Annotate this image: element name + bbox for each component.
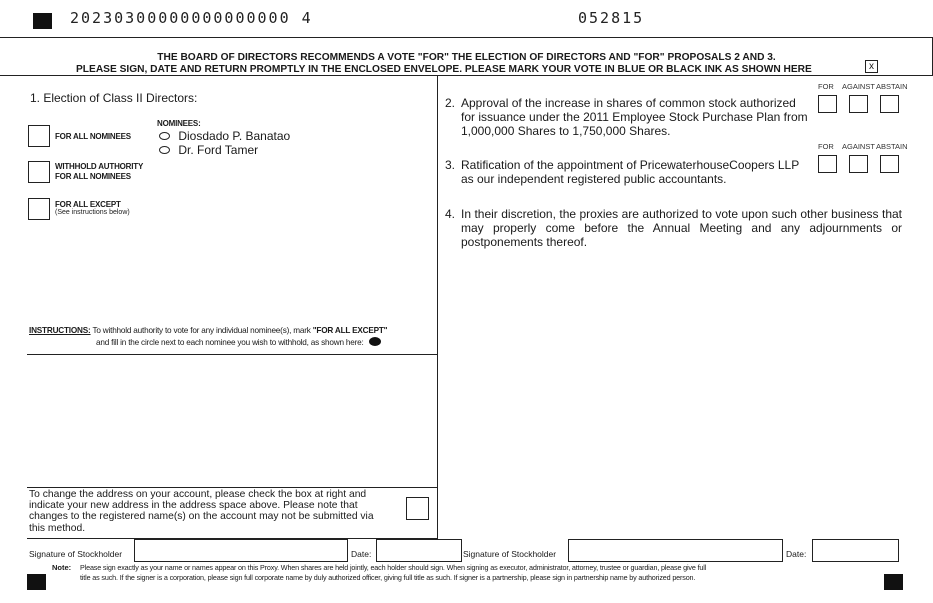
instructions — [29, 325, 435, 349]
example-mark: x — [869, 61, 874, 72]
nominee-1-circle[interactable] — [159, 132, 170, 140]
date-field-2[interactable] — [812, 539, 899, 562]
col-for-1: FOR — [818, 82, 834, 91]
nominee-1-name: Diosdado P. Banatao — [178, 129, 291, 143]
instructions-line-1 — [29, 325, 435, 337]
instructions-text-1: To withhold authority to vote for any individual nominee(s), mark — [90, 326, 313, 335]
address-change-text: To change the address on your account, please check the box at right and indicate your new address in the address space above. Please note that changes to the registered name(s) on the account may not be submitted via this method. — [29, 489, 374, 534]
nominee-2-circle[interactable] — [159, 146, 170, 154]
proposal-3-text: Ratification of the appointment of PricewaterhouseCoopers LLP as our independent registered public accountants. — [461, 158, 799, 186]
center-divider — [437, 76, 438, 539]
instructions-line-2 — [29, 337, 435, 349]
for-all-except-label: FOR ALL EXCEPT — [55, 200, 121, 209]
col-against-1: AGAINST — [842, 82, 875, 91]
for-all-except-checkbox[interactable] — [28, 198, 50, 220]
withhold-label-1: WITHHOLD AUTHORITY — [55, 162, 144, 171]
proposal-2-for-checkbox[interactable] — [818, 95, 837, 113]
nominee-2 — [159, 143, 258, 157]
example-mark-box — [865, 60, 878, 73]
withhold-label-2: FOR ALL NOMINEES — [55, 172, 131, 181]
proposal-2-against-checkbox[interactable] — [849, 95, 868, 113]
registration-mark-top-left — [33, 13, 52, 29]
signature-field-1[interactable] — [134, 539, 348, 562]
note-line-2: title as such. If the signer is a corporation, please sign full corporate name by duly authorized officer, giving full title as such. If signer is a partnership, please sign in partnership name by authorized person. — [80, 573, 696, 582]
election-title: 1. Election of Class II Directors: — [30, 91, 198, 105]
vote-column-headers-1 — [817, 82, 912, 92]
signature-label-1: Signature of Stockholder — [29, 549, 123, 559]
proposal-3-number: 3. — [445, 158, 456, 172]
date-label-2: Date: — [786, 549, 807, 559]
for-all-except-note: (See instructions below) — [55, 209, 130, 216]
recommendation-header — [0, 37, 933, 76]
for-all-nominees-checkbox[interactable] — [28, 125, 50, 147]
col-for-2: FOR — [818, 142, 834, 151]
signature-label-2: Signature of Stockholder — [463, 549, 557, 559]
signature-field-2[interactable] — [568, 539, 783, 562]
col-against-2: AGAINST — [842, 142, 875, 151]
control-number: 052815 — [578, 9, 645, 27]
proposal-3-for-checkbox[interactable] — [818, 155, 837, 173]
nominees-label: NOMINEES: — [157, 119, 201, 128]
instructions-bold: "FOR ALL EXCEPT" — [312, 326, 388, 335]
note-line-1: Please sign exactly as your name or names appear on this Proxy. When shares are held jointly, each holder should sign. When signing as executor, administrator, attorney, trustee or guardian, please give full — [80, 563, 707, 572]
col-abstain-2: ABSTAIN — [876, 142, 908, 151]
instructions-label: INSTRUCTIONS: — [29, 326, 91, 335]
proposal-4-text: In their discretion, the proxies are authorized to vote upon such other business that may properly come before the Annual Meeting and any adjournments or postponements thereof. — [461, 207, 902, 249]
address-change-top-line — [27, 487, 437, 488]
date-field-1[interactable] — [376, 539, 462, 562]
proposal-2-number: 2. — [445, 96, 456, 110]
date-label-1: Date: — [351, 549, 372, 559]
registration-mark-bottom-left — [27, 574, 46, 590]
barcode-number: 20230300000000000000 4 — [70, 9, 313, 27]
proposal-3-abstain-checkbox[interactable] — [880, 155, 899, 173]
note-label: Note: — [52, 563, 72, 572]
vote-column-headers-2 — [817, 142, 912, 152]
nominee-1 — [159, 129, 290, 143]
instructions-text-2: and fill in the circle next to each nominee you wish to withhold, as shown here: — [96, 338, 364, 347]
filled-circle-example — [369, 337, 381, 346]
proposal-2-text: Approval of the increase in shares of common stock authorized for issuance under the 2011 Employee Stock Purchase Plan from 1,000,000 Shares to 1,750,000 Shares. — [461, 96, 808, 138]
col-abstain-1: ABSTAIN — [876, 82, 908, 91]
header-line-2: PLEASE SIGN, DATE AND RETURN PROMPTLY IN THE ENCLOSED ENVELOPE. PLEASE MARK YOUR VOTE IN BLUE OR BLACK INK AS SHOWN HERE — [76, 64, 812, 75]
header-line-1: THE BOARD OF DIRECTORS RECOMMENDS A VOTE "FOR" THE ELECTION OF DIRECTORS AND "FOR" PROPOSALS 2 AND 3. — [157, 52, 776, 63]
for-all-nominees-label: FOR ALL NOMINEES — [55, 132, 131, 141]
registration-mark-bottom-right — [884, 574, 903, 590]
nominee-2-name: Dr. Ford Tamer — [178, 143, 259, 157]
instructions-divider — [27, 354, 437, 355]
withhold-checkbox[interactable] — [28, 161, 50, 183]
proposal-3-against-checkbox[interactable] — [849, 155, 868, 173]
proposal-2-abstain-checkbox[interactable] — [880, 95, 899, 113]
address-change-checkbox[interactable] — [406, 497, 429, 520]
proposal-4-number: 4. — [445, 207, 456, 221]
